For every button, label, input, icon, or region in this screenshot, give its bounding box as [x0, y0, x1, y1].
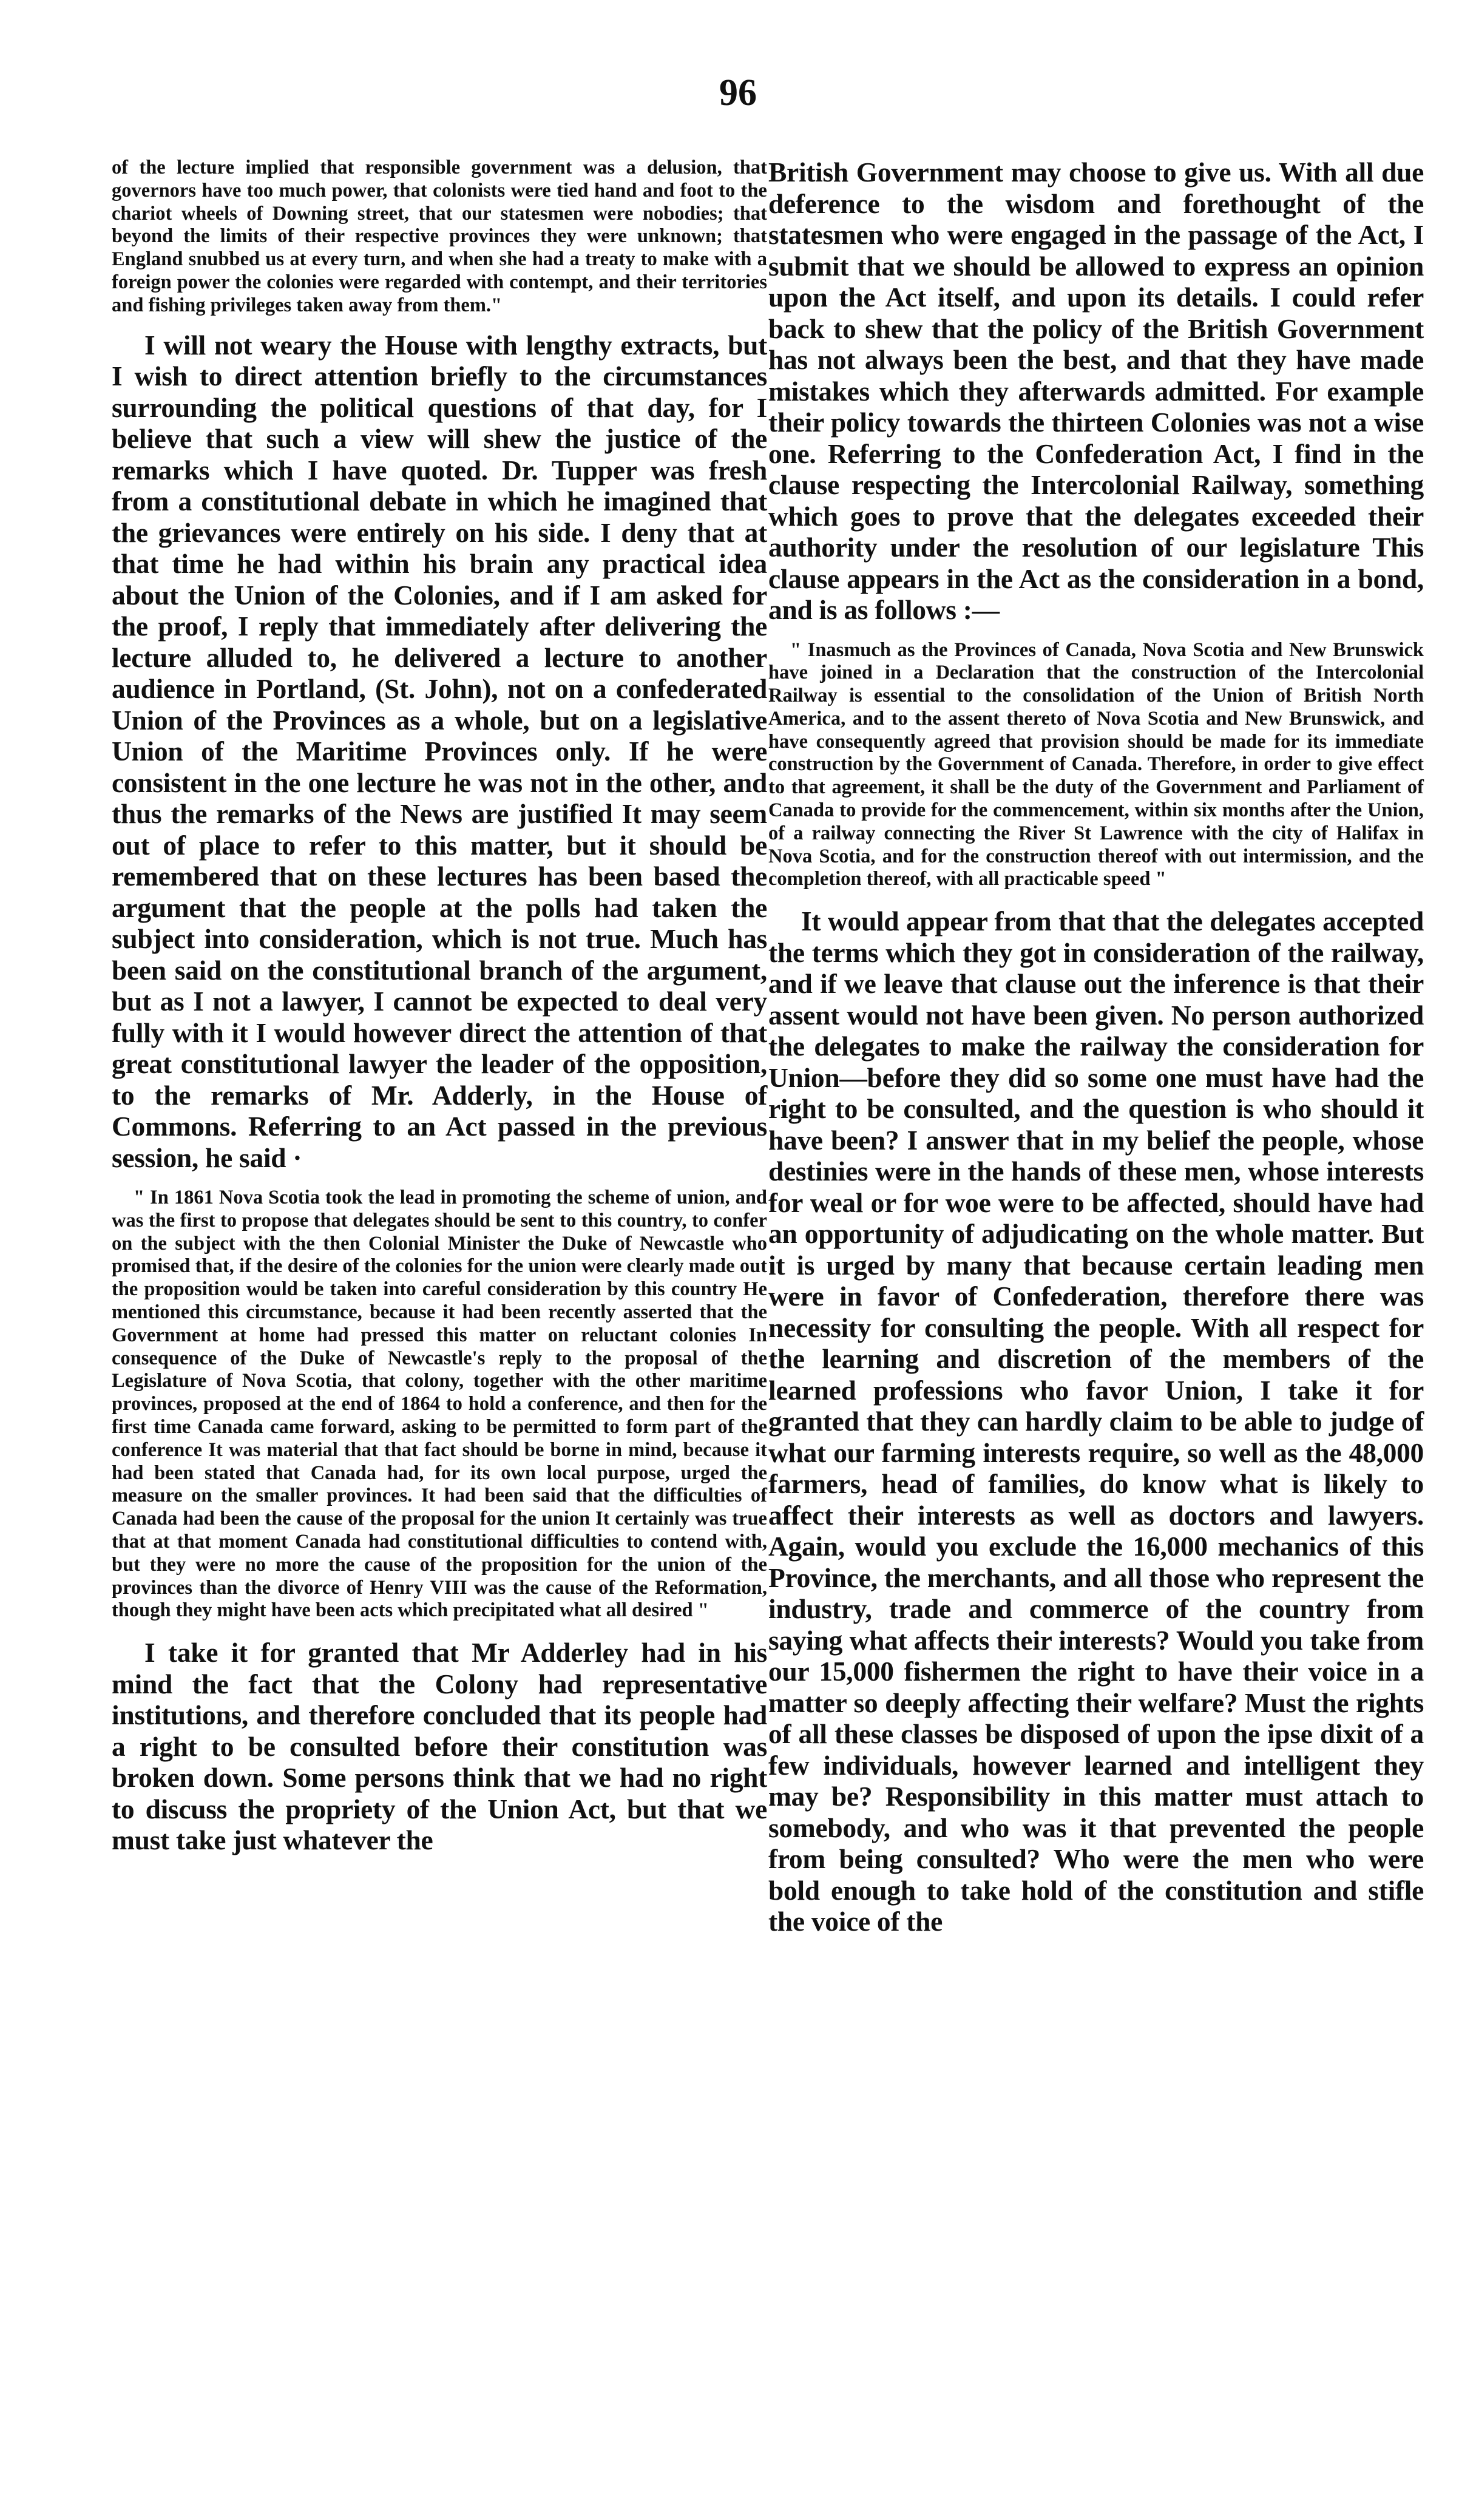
page-number: 96: [719, 72, 757, 113]
block-quote-railway-clause: " Inasmuch as the Provinces of Canada, Nova Scotia and New Brunswick have joined in a Declaration that the construction of the Intercolonial Railway is essential to the consolidation of the Union of British North America, and to the assent thereto of Nova Scotia and New Brunswick, and have consequently agreed that provision should be made for its immediate construction by the Government of Canada. Therefore, in order to give effect to that agreement, it shall be the duty of the Government and Parliament of Canada to provide for the commencement, within six months after the Union, of a railway connecting the River St Lawrence with the city of Halifax in Nova Scotia, and for the construction thereof with out intermission, and the completion thereof, with all practicable speed ": [768, 638, 1424, 890]
body-paragraph: British Government may choose to give us. With all due deference to the wisdom and forethought of the statesmen who were engaged in the passage of the Act, I submit that we should be allowed to express an opinion upon the Act itself, and upon its details. I could refer back to shew that the policy of the British Government has not always been the best, and that they have made mistakes which they afterwards admitted. For example their policy towards the thirteen Colonies was not a wise one. Referring to the Confederation Act, I find in the clause respecting the Intercolonial Railway, something which goes to prove that the delegates exceeded their authority under the resolution of our legislature This clause appears in the Act as the consideration in a bond, and is as follows :—: [768, 157, 1424, 625]
quote-continuation: of the lecture implied that responsible government was a delusion, that governors have too much power, that colonists were tied hand and foot to the chariot wheels of Downing street, that our statesmen were nobodies; that beyond the limits of their respective provinces they were unknown; that England snubbed us at every turn, and when she had a treaty to make with a foreign power the colonies were regarded with contempt, and their territories and fishing privileges taken away from them.": [112, 157, 767, 316]
block-quote-adderley: " In 1861 Nova Scotia took the lead in promoting the scheme of union, and was the first to propose that delegates should be sent to this country, to confer on the subject with the then Colonial Minister the Duke of Newcastle who promised that, if the desire of the colonies for the union were clearly made out the proposition would be taken into careful consideration by this country He mentioned this circumstance, because it had been recently asserted that the Government at home had pressed this matter on reluctant colonies In consequence of the Duke of Newcastle's reply to the proposal of the Legislature of Nova Scotia, that colony, together with the other maritime provinces, proposed at the end of 1864 to hold a conference, and then for the first time Canada came forward, asking to be permitted to form part of the conference It was material that that fact should be borne in mind, because it had been stated that Canada had, for its own local purpose, urged the measure on the smaller provinces. It had been said that the difficulties of Canada had been the cause of the proposal for the union It certainly was true that at that moment Canada had constitutional difficulties to contend with, but they were no more the cause of the proposition for the union of the provinces than the divorce of Henry VIII was the cause of the Reformation, though they might have been acts which precipitated what all desired ": [112, 1187, 767, 1622]
left-column: [112, 157, 767, 1869]
body-paragraph: It would appear from that that the delegates accepted the terms which they got in consideration of the railway, and if we leave that clause out the inference is that their assent would not have been given. No person authorized the delegates to make the railway the consideration for Union—before they did so some one must have had the right to be consulted, and the question is who should it have been? I answer that in my belief the people, whose destinies were in the hands of these men, whose interests for weal or for woe were to be affected, should have had an opportunity of adjudicating on the whole matter. But it is urged by many that because certain leading men were in favor of Confederation, therefore there was necessity for consulting the people. With all respect for the learning and discretion of the members of the learned professions who favor Union, I take it for granted that they can hardly claim to be able to judge of what our farming interests require, so well as the 48,000 farmers, head of families, do know what is likely to affect their interests as well as doctors and lawyers. Again, would you exclude the 16,000 mechanics of this Province, the merchants, and all those who represent the industry, trade and commerce of the country from saying what affects their interests? Would you take from our 15,000 fishermen the right to have their voice in a matter so deeply affecting their welfare? Must the rights of all these classes be disposed of upon the ipse dixit of a few individuals, however learned and intelligent they may be? Responsibility in this matter must attach to somebody, and who was it that prevented the people from being consulted? Who were the men who were bold enough to take hold of the constitution and stifle the voice of the: [768, 906, 1424, 1937]
body-paragraph: I take it for granted that Mr Adderley had in his mind the fact that the Colony had representative institutions, and therefore concluded that its people had a right to be consulted before their constitution was broken down. Some persons think that we had no right to discuss the propriety of the Union Act, but that we must take just whatever the: [112, 1637, 767, 1856]
body-paragraph: I will not weary the House with lengthy extracts, but I wish to direct attention briefly to the circumstances surrounding the political questions of that day, for I believe that such a view will shew the justice of the remarks which I have quoted. Dr. Tupper was fresh from a constitutional debate in which he imagined that the grievances were entirely on his side. I deny that at that time he had within his brain any practical idea about the Union of the Colonies, and if I am asked for the proof, I reply that immediately after delivering the lecture alluded to, he delivered a lecture to another audience in Portland, (St. John), not on a confederated Union of the Provinces as a whole, but on a legislative Union of the Maritime Provinces only. If he were consistent in the one lecture he was not in the other, and thus the remarks of the News are justified It may seem out of place to refer to this matter, but it should be remembered that on these lectures has been based the argument that the people at the polls had taken the subject into consideration, which is not true. Much has been said on the constitutional branch of the argument, but as I not a lawyer, I cannot be expected to deal very fully with it I would however direct the attention of that great constitutional lawyer the leader of the opposition, to the remarks of Mr. Adderly, in the House of Commons. Referring to an Act passed in the previous session, he said ·: [112, 329, 767, 1173]
right-column: [768, 157, 1424, 1951]
